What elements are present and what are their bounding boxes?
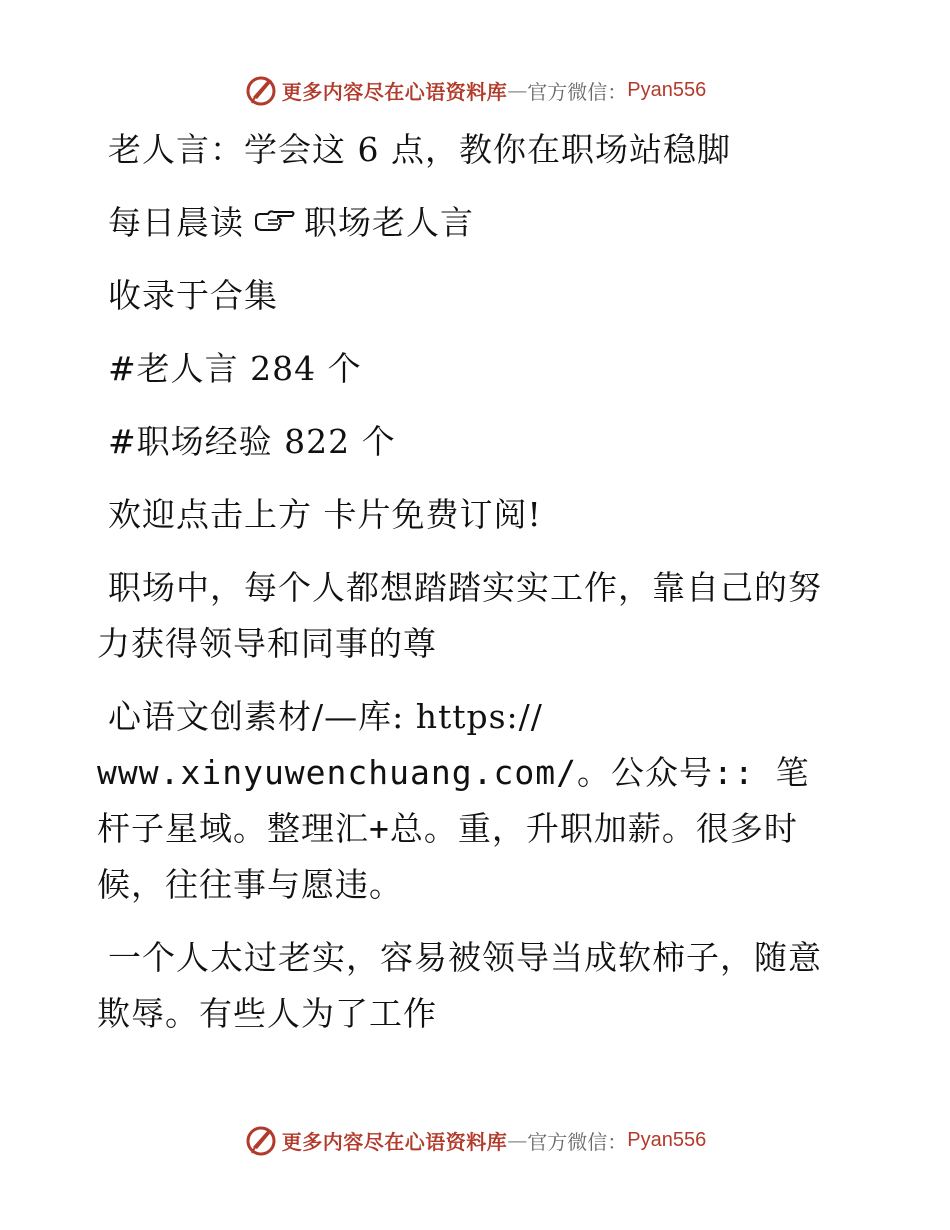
tag-career-experience[interactable]: #职场经验 822 个	[108, 422, 396, 461]
banner-wechat-label: 官方微信：	[527, 1129, 628, 1154]
subtitle-prefix: 每日晨读	[108, 203, 244, 242]
paragraph-1: 职场中，每个人都想踏踏实实工作，靠自己的努力获得领导和同事的尊	[97, 568, 822, 663]
footer-banner	[0, 1120, 950, 1160]
welcome-text: 欢迎点击上方 卡片免费订阅!	[108, 495, 542, 534]
paragraph-2	[97, 689, 837, 913]
banner-wechat-id: Pyan556	[627, 1128, 707, 1151]
document-body	[97, 122, 837, 1059]
quill-seal-icon	[244, 1123, 278, 1157]
banner-text: 更多内容尽在心语资料库	[281, 79, 508, 104]
quill-seal-icon	[244, 73, 278, 107]
banner-separator: —	[507, 78, 528, 102]
banner-wechat-id: Pyan556	[627, 78, 707, 101]
tag-laorenyan[interactable]: #老人言 284 个	[108, 349, 362, 388]
banner-separator: —	[507, 1128, 528, 1152]
banner-text: 更多内容尽在心语资料库	[281, 1129, 508, 1154]
collection-label: 收录于合集	[108, 276, 278, 315]
doc-title: 老人言：学会这 6 点，教你在职场站稳脚	[108, 130, 731, 169]
header-banner	[0, 70, 950, 110]
banner-wechat-label: 官方微信：	[527, 79, 628, 104]
pointing-hand-icon	[252, 208, 296, 238]
paragraph-3: 一个人太过老实，容易被领导当成软柿子，随意欺辱。有些人为了工作	[97, 938, 822, 1033]
paragraph-2-rest: www.xinyuwenchuang.com/。公众号:: 笔杆子星域。整理汇+总。重，升职加薪。很多时候，往往事与愿违。	[97, 753, 810, 904]
paragraph-2-line1: 心语文创素材/—库: https://	[108, 697, 543, 736]
doc-subtitle	[97, 195, 837, 251]
subtitle-suffix: 职场老人言	[304, 203, 474, 242]
